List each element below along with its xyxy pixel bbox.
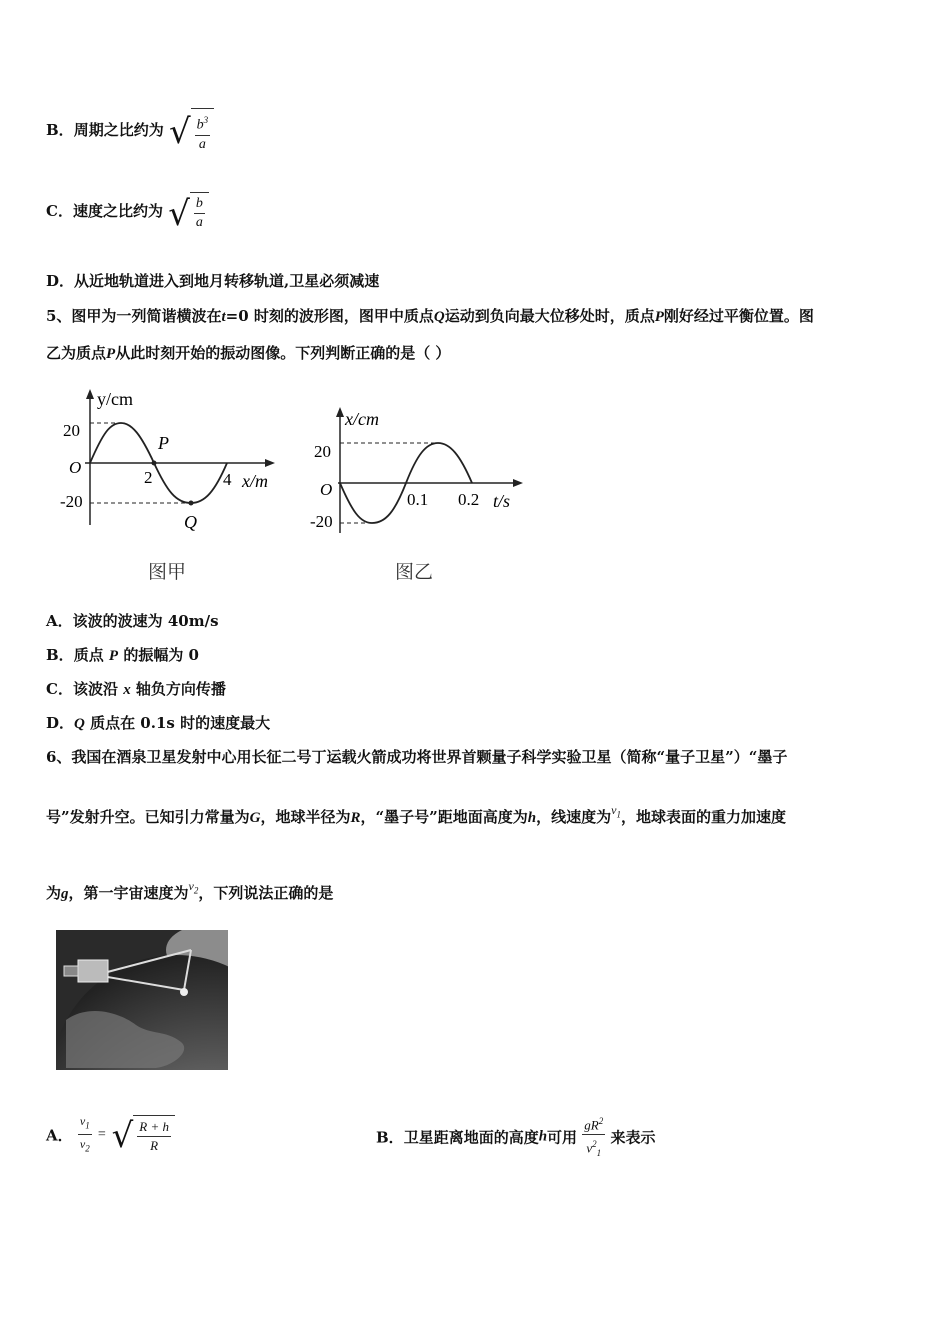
x-tick-2: 2 (144, 468, 153, 487)
y-tick-minus20: -20 (310, 512, 333, 531)
q6-option-a: A． $\frac{v_1}{v_2}$ = √ $\frac{R + h}{R}$ (46, 1112, 175, 1158)
point-p-label: P (158, 433, 169, 453)
satellite-panel (64, 966, 78, 976)
q6-stem-line3: 为g，第一宇宙速度为$^{v_2}$，下列说法正确的是 (46, 879, 334, 902)
q6-stem-line2: 号”发射升空。已知引力常量为G，地球半径为R，“墨子号”距地面高度为h，线速度为$^{v_1}$，地球表面的重力加速度 (46, 803, 786, 826)
x-axis-label: t/s (493, 491, 511, 511)
y-axis-arrow (336, 407, 344, 417)
y-tick-20: 20 (63, 421, 80, 440)
x-tick-4: 4 (223, 470, 232, 489)
ground-station-dot (180, 988, 188, 996)
y-axis-arrow (86, 389, 94, 399)
wave-graph-figure-a (55, 385, 290, 545)
point-p-dot (152, 461, 157, 466)
point-q-label: Q (184, 512, 197, 532)
q5-stem-line1: 5、图甲为一列简谐横波在t=0 时刻的波形图，图甲中质点Q运动到负向最大位移处时，质点P刚好经过平衡位置。图 (46, 307, 814, 325)
quantum-satellite-photo (56, 930, 228, 1070)
q5-option-b: B．质点 P 的振幅为 0 (46, 646, 199, 664)
sqrt-expression: √ $\frac{b}{a}$ (168, 192, 209, 232)
point-q-dot (189, 501, 194, 506)
y-axis-label: y/cm (97, 389, 133, 409)
q6-option-b: B．卫星距离地面的高度h可用 $\frac{gR^2}{v^2_1}$ 来表示 (376, 1112, 656, 1162)
y-tick-20: 20 (314, 442, 331, 461)
figure-a-caption: 图甲 (148, 561, 187, 583)
x-axis-label: x/m (242, 471, 268, 491)
velocity-ratio-fraction: $\frac{v_1}{v_2}$ (79, 1114, 90, 1154)
origin-label: O (320, 480, 333, 499)
q5-option-d: D．Q 质点在 0.1s 时的速度最大 (46, 714, 271, 732)
vibration-graph-figure-b (300, 405, 530, 545)
q5-option-c: C．该波沿 x 轴负方向传播 (46, 680, 226, 698)
option-d-transfer: D．从近地轨道进入到地月转移轨道,卫星必须减速 (46, 272, 380, 290)
x-tick-0-1: 0.1 (407, 490, 429, 509)
option-b-period: B．周期之比约为 √ $\frac{b^3}{a}$ (46, 108, 214, 154)
figure-b-caption: 图乙 (395, 561, 434, 583)
sqrt-expression: √ $\frac{R + h}{R}$ (112, 1115, 175, 1155)
origin-label: O (69, 458, 82, 477)
option-c-speed: C．速度之比约为 √ $\frac{b}{a}$ (46, 192, 209, 232)
sqrt-expression: √ $\frac{b^3}{a}$ (169, 108, 214, 154)
height-fraction: $\frac{gR^2}{v^2_1}$ (582, 1112, 605, 1162)
x-axis-arrow (513, 479, 523, 487)
q5-option-a: A．该波的波速为 40m/s (46, 612, 219, 630)
x-tick-0-2: 0.2 (458, 490, 480, 509)
y-tick-minus20: -20 (60, 492, 83, 511)
q5-stem-line2: 乙为质点P从此时刻开始的振动图像。下列判断正确的是（ ） (46, 344, 451, 362)
q6-stem-line1: 6、我国在酒泉卫星发射中心用长征二号丁运载火箭成功将世界首颗量子科学实验卫星（简称“量子卫星”）“墨子 (46, 748, 788, 766)
y-axis-label: x/cm (345, 409, 379, 429)
x-axis-arrow (265, 459, 275, 467)
satellite-body (78, 960, 108, 982)
